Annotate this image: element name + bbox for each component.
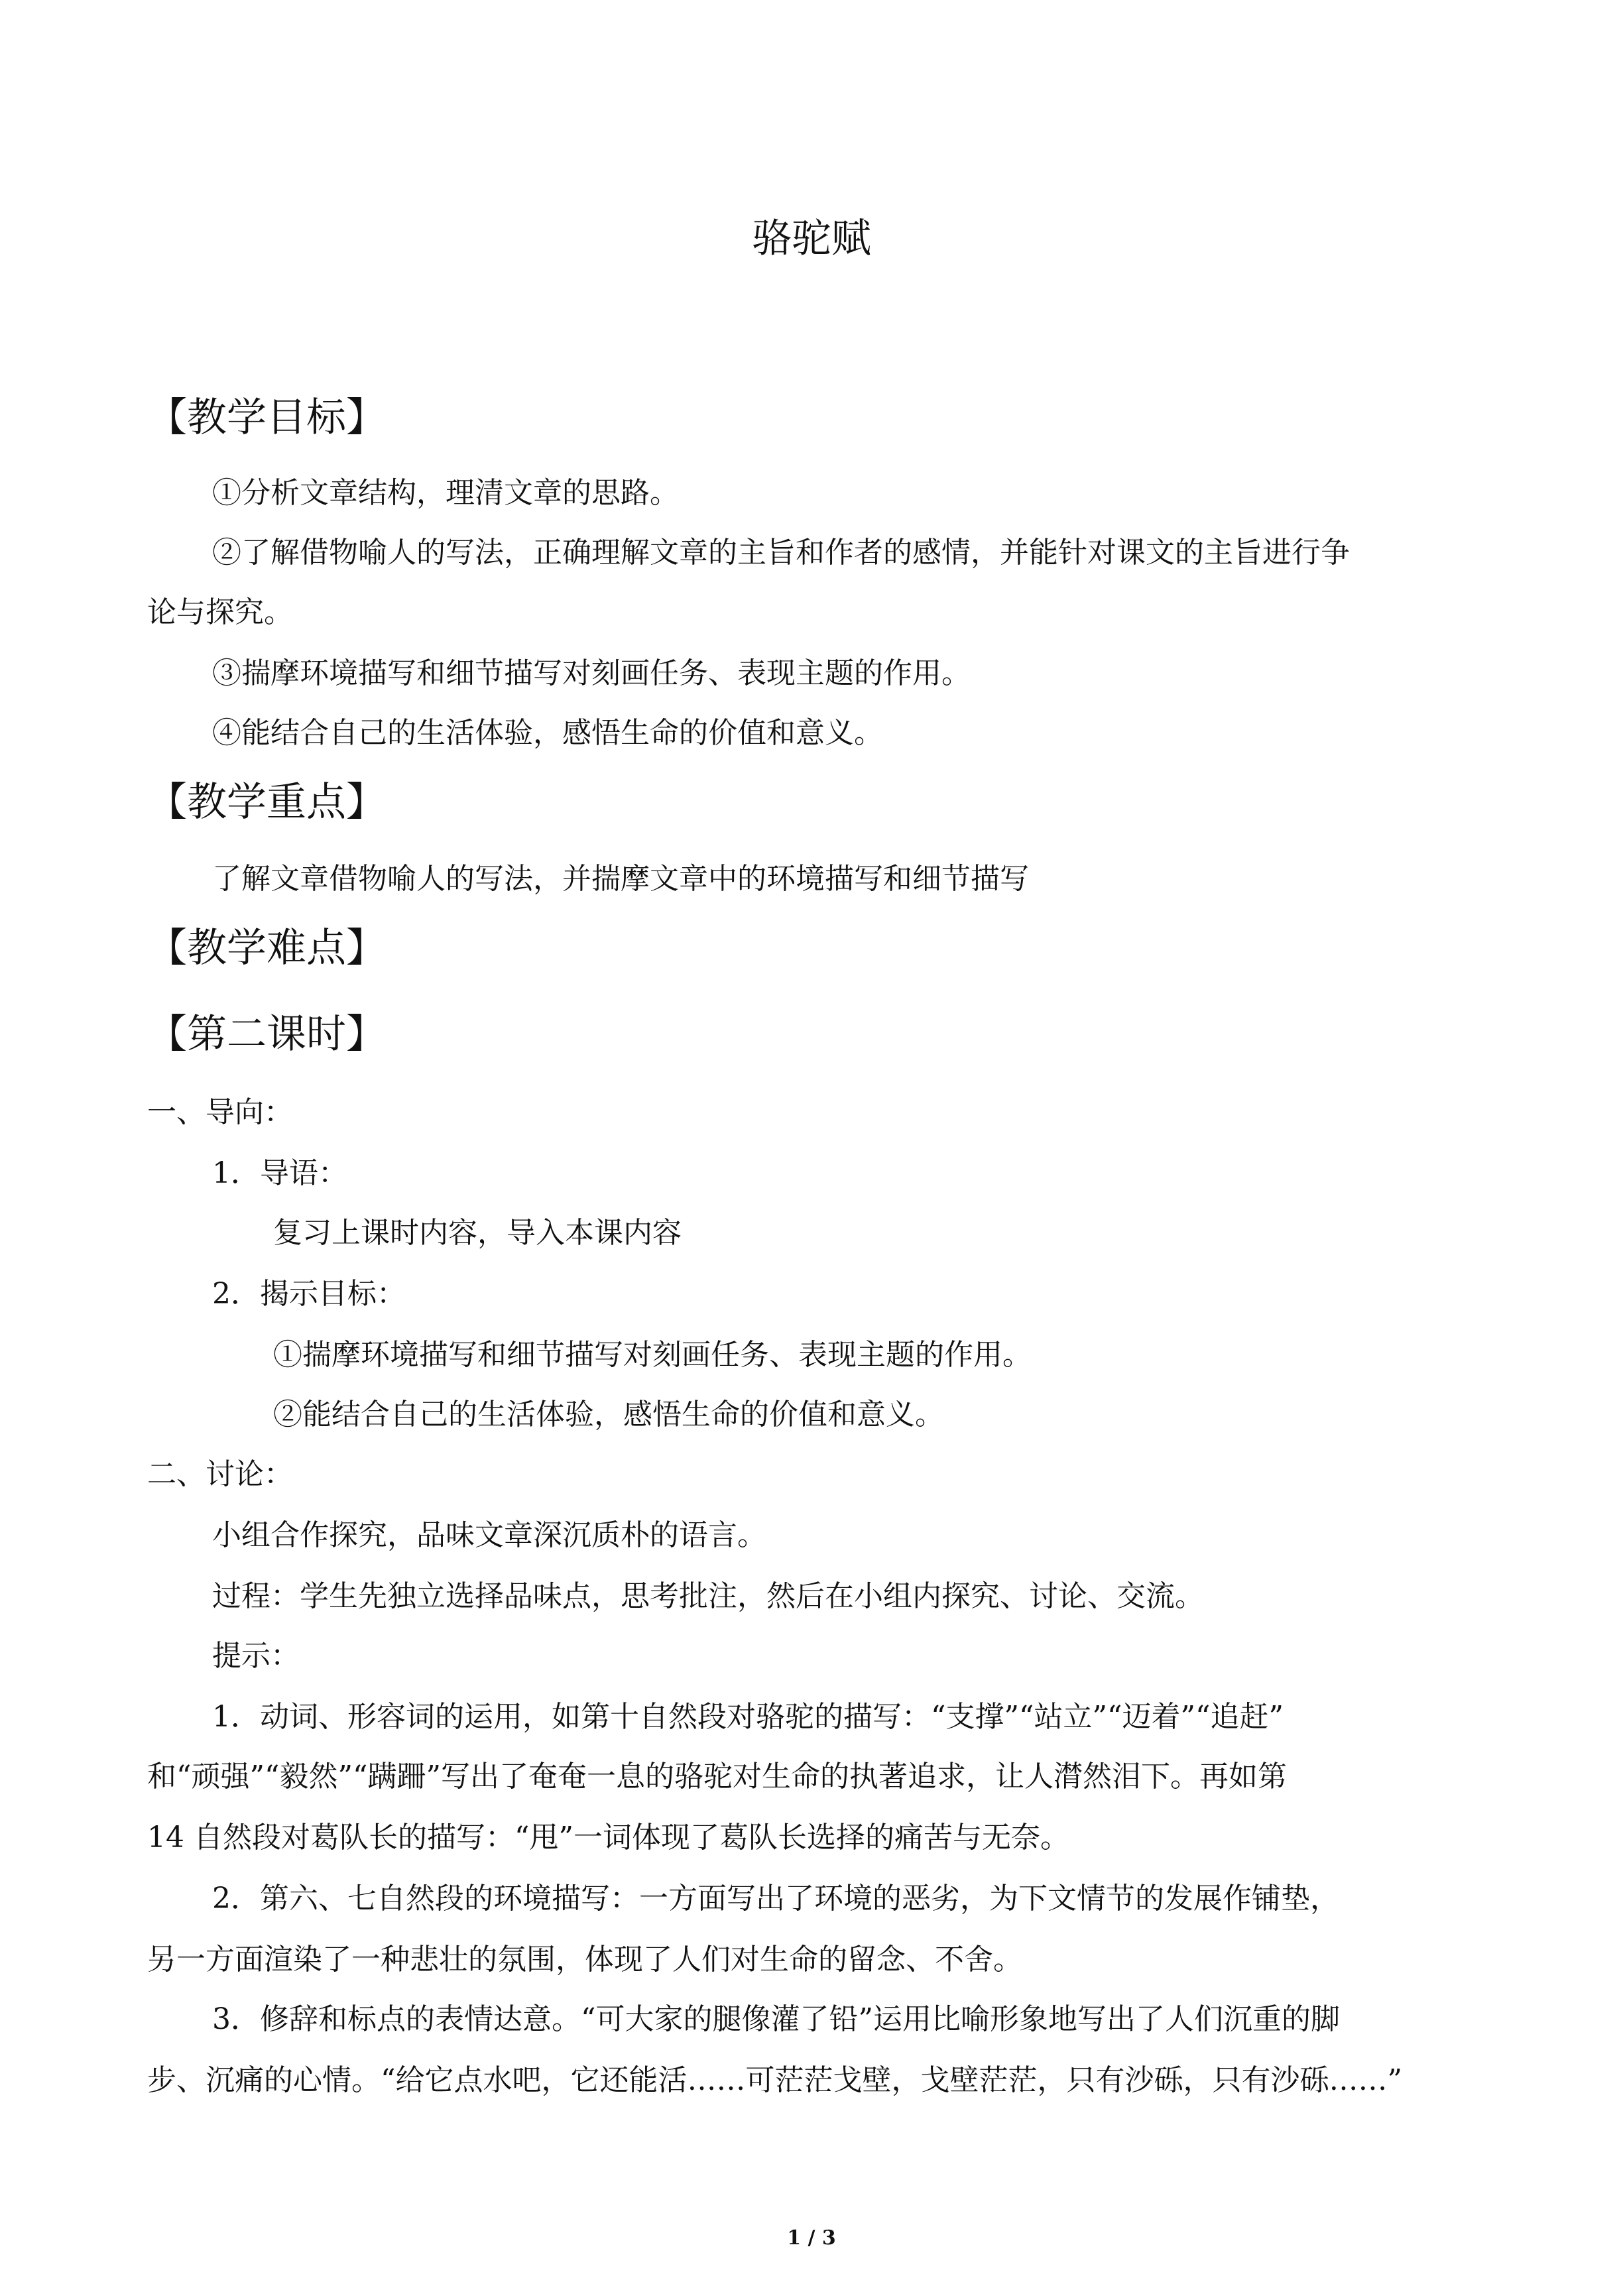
page-number: 1 / 3 xyxy=(787,2226,836,2250)
objectives-heading: 【教学目标】 xyxy=(147,394,386,441)
part1-item2-label: 2．揭示目标： xyxy=(212,1277,406,1311)
tip1-line1: 1．动词、形容词的运用，如第十自然段对骆驼的描写：“支撑”“站立”“迈着”“追赶” xyxy=(212,1700,1284,1734)
tip1-line3: 14 自然段对葛队长的描写：“甩”一词体现了葛队长选择的痛苦与无奈。 xyxy=(147,1821,1069,1854)
part1-goal1: ①揣摩环境描写和细节描写对刻画任务、表现主题的作用。 xyxy=(273,1338,1032,1372)
part2-line1: 小组合作探究，品味文章深沉质朴的语言。 xyxy=(212,1518,766,1552)
objective-3: ③揣摩环境描写和细节描写对刻画任务、表现主题的作用。 xyxy=(212,656,971,690)
key-points-heading: 【教学重点】 xyxy=(147,779,386,825)
part2-hint-label: 提示： xyxy=(212,1639,300,1673)
objective-1: ①分析文章结构，理清文章的思路。 xyxy=(212,476,679,510)
key-points-text: 了解文章借物喻人的写法，并揣摩文章中的环境描写和细节描写 xyxy=(212,862,1029,896)
part2-heading: 二、讨论： xyxy=(147,1457,293,1491)
tip2-line1: 2．第六、七自然段的环境描写：一方面写出了环境的恶劣，为下文情节的发展作铺垫， xyxy=(212,1882,1339,1915)
document-title: 骆驼赋 xyxy=(752,215,871,262)
part1-item1-label: 1．导语： xyxy=(212,1156,347,1190)
tip3-line1: 3．修辞和标点的表情达意。“可大家的腿像灌了铅”运用比喻形象地写出了人们沉重的脚 xyxy=(212,2002,1340,2036)
part1-item1-text: 复习上课时内容，导入本课内容 xyxy=(273,1216,682,1250)
objective-2: ②了解借物喻人的写法，正确理解文章的主旨和作者的感情，并能针对课文的主旨进行争 xyxy=(212,536,1350,570)
part2-line2: 过程：学生先独立选择品味点，思考批注，然后在小组内探究、讨论、交流。 xyxy=(212,1579,1204,1613)
lesson-heading: 【第二课时】 xyxy=(147,1011,386,1057)
objective-2-continued: 论与探究。 xyxy=(147,595,293,629)
tip2-line2: 另一方面渲染了一种悲壮的氛围，体现了人们对生命的留念、不舍。 xyxy=(147,1943,1022,1976)
tip3-line2: 步、沉痛的心情。“给它点水吧，它还能活……可茫茫戈壁，戈壁茫茫，只有沙砾，只有沙砾……” xyxy=(147,2063,1402,2097)
difficulty-heading: 【教学难点】 xyxy=(147,925,386,971)
part1-goal2: ②能结合自己的生活体验，感悟生命的价值和意义。 xyxy=(273,1398,944,1431)
objective-4: ④能结合自己的生活体验，感悟生命的价值和意义。 xyxy=(212,716,883,750)
tip1-line2: 和“顽强”“毅然”“蹒跚”写出了奄奄一息的骆驼对生命的执著追求，让人潸然泪下。再如第 xyxy=(147,1760,1287,1793)
part1-heading: 一、导向： xyxy=(147,1095,293,1129)
